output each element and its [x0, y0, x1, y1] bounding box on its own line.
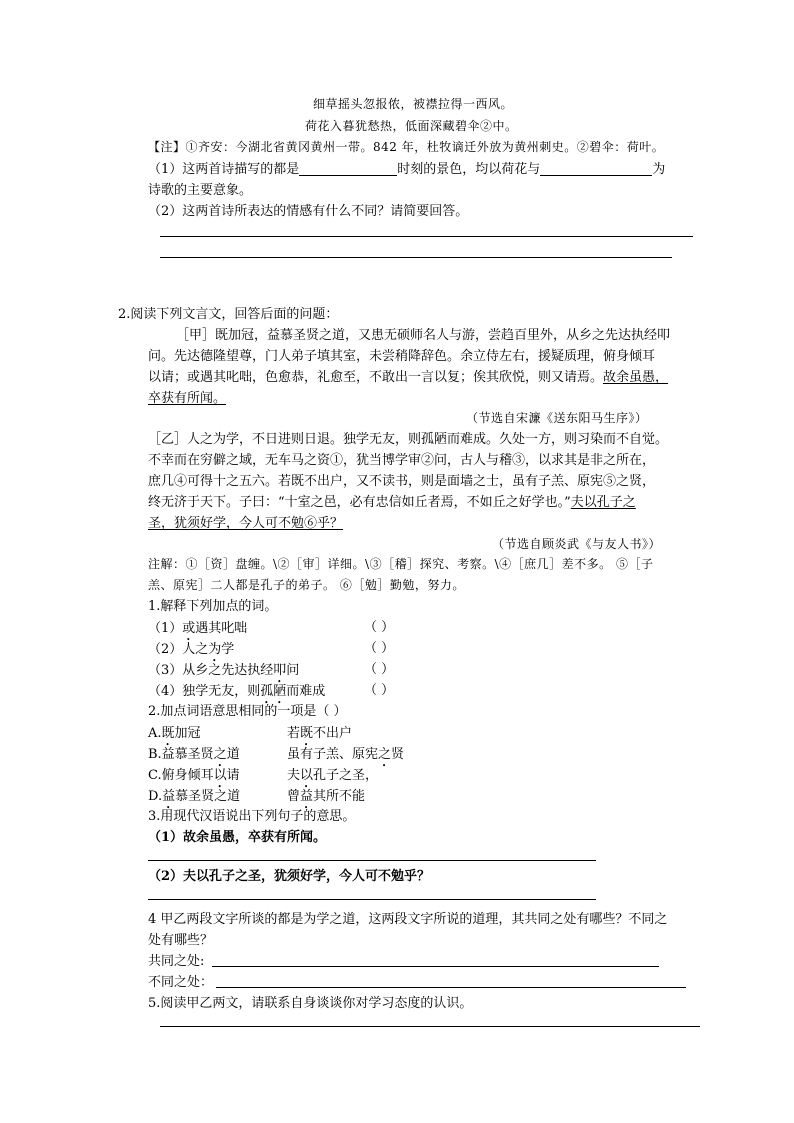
yi-line-4: 终无济于天下。子曰：“十室之邑，必有忠信如丘者焉，不如丘之好学也。”夫以孔子之 [148, 495, 636, 510]
question-1-cont: 诗歌的主要意象。 [148, 183, 253, 198]
sub2-option-c[interactable]: C.俯身倾耳以请 [148, 768, 240, 783]
yi-line-5: 圣，犹须好学，今人可不勉⑥乎？ [148, 516, 344, 531]
answer-line[interactable] [148, 899, 596, 900]
answer-blank[interactable] [540, 162, 652, 176]
answer-blank[interactable] [299, 162, 397, 176]
yi-source: （节选自顾炎武《与友人书》） [492, 537, 662, 551]
jia-line-1: ［甲］既加冠，益慕圣贤之道，又患无硕师名人与游，尝趋百里外，从乡之先达执经叩 [176, 328, 671, 343]
sub1-title: 1.解释下列加点的词。 [148, 599, 278, 614]
sub5-title: 5.阅读甲乙两文，请联系自身谈谈你对学习态度的认识。 [148, 996, 473, 1011]
answer-line[interactable] [148, 860, 596, 861]
poem-line-2: 荷花入暮犹愁热，低面深藏碧伞②中。 [305, 119, 518, 133]
sub2-option-a[interactable]: A.既加冠 [148, 726, 201, 741]
answer-line-same[interactable] [212, 966, 659, 967]
sub2-option-b-compare: 虽有子羔、原宪之贤 [287, 747, 405, 762]
answer-line-diff[interactable] [216, 987, 686, 988]
sub1-paren-2[interactable]: （ ） [364, 641, 395, 656]
section-2-title: 2.阅读下列文言文，回答后面的问题： [118, 307, 339, 322]
jia-line-2: 问。先达德隆望尊，门人弟子填其室，未尝稍降辞色。余立侍左右，援疑质理，俯身倾耳 [148, 349, 656, 364]
sub1-paren-1[interactable]: （ ） [364, 620, 395, 635]
answer-line[interactable] [160, 236, 693, 237]
notes-line-2: 羔、原宪］二人都是孔子的弟子。 ⑥［勉］勤勉，努力。 [148, 578, 465, 592]
sub3-sentence-2: （2）夫以孔子之圣，犹须好学，今人可不勉乎？ [148, 869, 431, 884]
sub2-option-b[interactable]: B.益慕圣贤之道 [148, 747, 240, 762]
yi-line-1: ［乙］人之为学，不日进则日退。独学无友，则孤陋而难成。久处一方，则习染而不自觉。 [148, 432, 669, 447]
sub3-title: 3.用现代汉语说出下列句子的意思。 [148, 809, 356, 824]
yi-line-2: 不幸而在穷僻之域，无车马之资①，犹当博学审②问，古人与稽③，以求其是非之所在， [148, 453, 656, 468]
sub1-item-4: （4）独学无友，则孤陋而难成 [148, 684, 326, 699]
poem-note: 【注】①齐安：今湖北省黄冈黄州一带。842 年，杜牧谪迁外放为黄州刺史。②碧伞：荷叶。 [148, 140, 665, 154]
question-1: （1）这两首诗描写的都是 时刻的景色，均以荷花与 为 [148, 162, 666, 177]
jia-line-3: 以请；或遇其叱咄，色愈恭，礼愈至，不敢出一言以复；俟其欣悦，则又请焉。故余虽愚， [148, 370, 669, 385]
poem-line-1: 细草摇头忽报侬，被襟拉得一西风。 [313, 97, 514, 111]
sub1-item-3: （3）从乡之先达执经叩问 [148, 663, 300, 678]
sub1-paren-4[interactable]: （ ） [364, 683, 395, 698]
sub1-item-1: （1）或遇其叱咄 [148, 621, 248, 636]
sub2-title: 2.加点词语意思相同的一项是（ ） [148, 704, 347, 719]
sub2-option-a-compare: 若既不出户 [287, 726, 353, 741]
answer-line[interactable] [160, 1026, 700, 1027]
sub4-same-label: 共同之处: [148, 954, 205, 969]
sub4-line-2: 处有哪些？ [148, 933, 214, 948]
answer-line[interactable] [160, 257, 672, 258]
sub3-sentence-1: （1）故余虽愚，卒获有所闻。 [148, 830, 327, 845]
sub1-paren-3[interactable]: （ ） [364, 662, 395, 677]
sub2-option-c-compare: 夫以孔子之圣， [287, 768, 379, 783]
sub4-diff-label: 不同之处： [148, 975, 214, 990]
sub1-item-2: （2）人之为学 [148, 642, 235, 657]
notes-line-1: 注解：①［资］盘缠。\②［审］详细。\③［稽］探究、考察。\④［庶几］差不多。 ⑤［子 [148, 557, 654, 571]
question-2: （2）这两首诗所表达的情感有什么不同？请简要回答。 [148, 204, 469, 219]
sub4-line-1: 4 甲乙两段文字所谈的都是为学之道，这两段文字所说的道理，其共同之处有哪些？不同之 [148, 912, 668, 927]
yi-line-3: 庶几④可得十之五六。若既不出户，又不读书，则是面墙之士，虽有子羔、原宪⑤之贤， [148, 474, 656, 489]
jia-line-4: 卒获有所闻。 [148, 391, 227, 406]
sub2-option-d-compare: 曾益其所不能 [287, 789, 366, 804]
jia-source: （节选自宋濂《送东阳马生序》） [466, 411, 648, 425]
sub2-option-d[interactable]: D.益慕圣贤之道 [148, 789, 241, 804]
